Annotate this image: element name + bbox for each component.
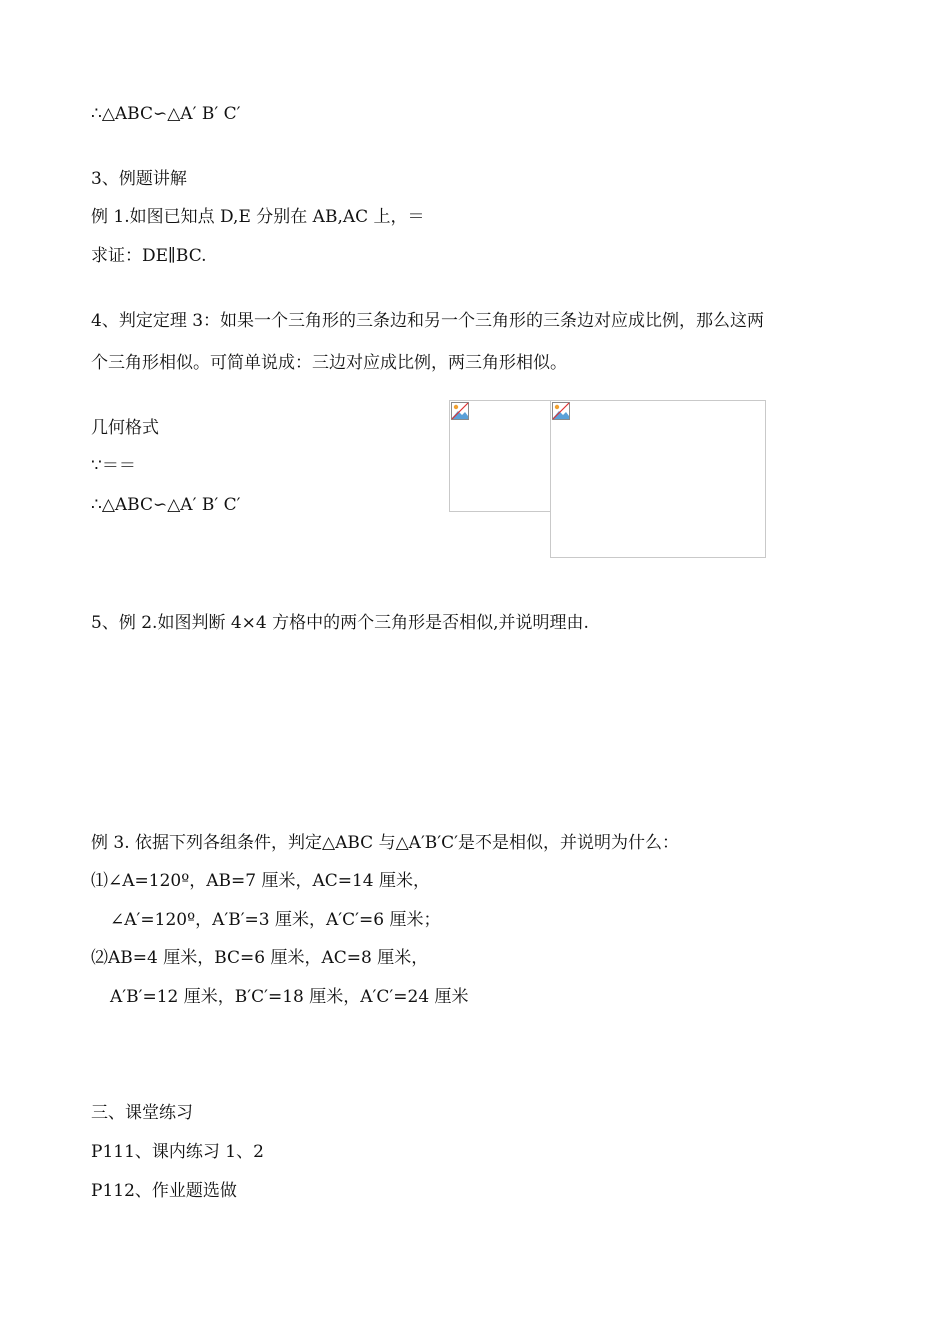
figure-image-2: [550, 400, 766, 558]
broken-image-icon: [552, 402, 570, 420]
condition-1-line-1: ⑴∠A=120º，AB=7 厘米，AC=14 厘米，: [91, 871, 431, 891]
theorem-3-line-1: 4、判定定理 3：如果一个三角形的三条边和另一个三角形的三条边对应成比例，那么这两: [91, 311, 765, 331]
condition-2-line-2: A′B′=12 厘米，B′C′=18 厘米，A′C′=24 厘米: [110, 987, 469, 1007]
practice-item-2: P112、作业题选做: [91, 1181, 237, 1201]
condition-2-line-1: ⑵AB=4 厘米，BC=6 厘米，AC=8 厘米，: [91, 948, 429, 968]
section-heading-3: 3、例题讲解: [91, 169, 187, 189]
because-line: ∵＝＝: [91, 456, 136, 476]
section-heading-practice: 三、课堂练习: [91, 1103, 193, 1123]
broken-image-icon: [451, 402, 469, 420]
example-3-statement: 例 3. 依据下列各组条件，判定△ABC 与△A′B′C′是不是相似，并说明为什么：: [91, 833, 680, 853]
example-1-prove: 求证：DE∥BC.: [91, 246, 207, 266]
example-1-statement: 例 1.如图已知点 D,E 分别在 AB,AC 上，＝: [91, 207, 425, 227]
example-2-statement: 5、例 2.如图判断 4×4 方格中的两个三角形是否相似,并说明理由.: [91, 613, 589, 633]
geometry-format-heading: 几何格式: [91, 418, 159, 438]
conclusion-line-2: ∴△ABC∽△A′ B′ C′: [91, 495, 241, 515]
condition-1-line-2: ∠A′=120º，A′B′=3 厘米，A′C′=6 厘米；: [110, 910, 441, 930]
practice-item-1: P111、课内练习 1、2: [91, 1142, 264, 1162]
theorem-3-line-2: 个三角形相似。可简单说成：三边对应成比例，两三角形相似。: [91, 353, 567, 373]
conclusion-line-1: ∴△ABC∽△A′ B′ C′: [91, 104, 241, 124]
